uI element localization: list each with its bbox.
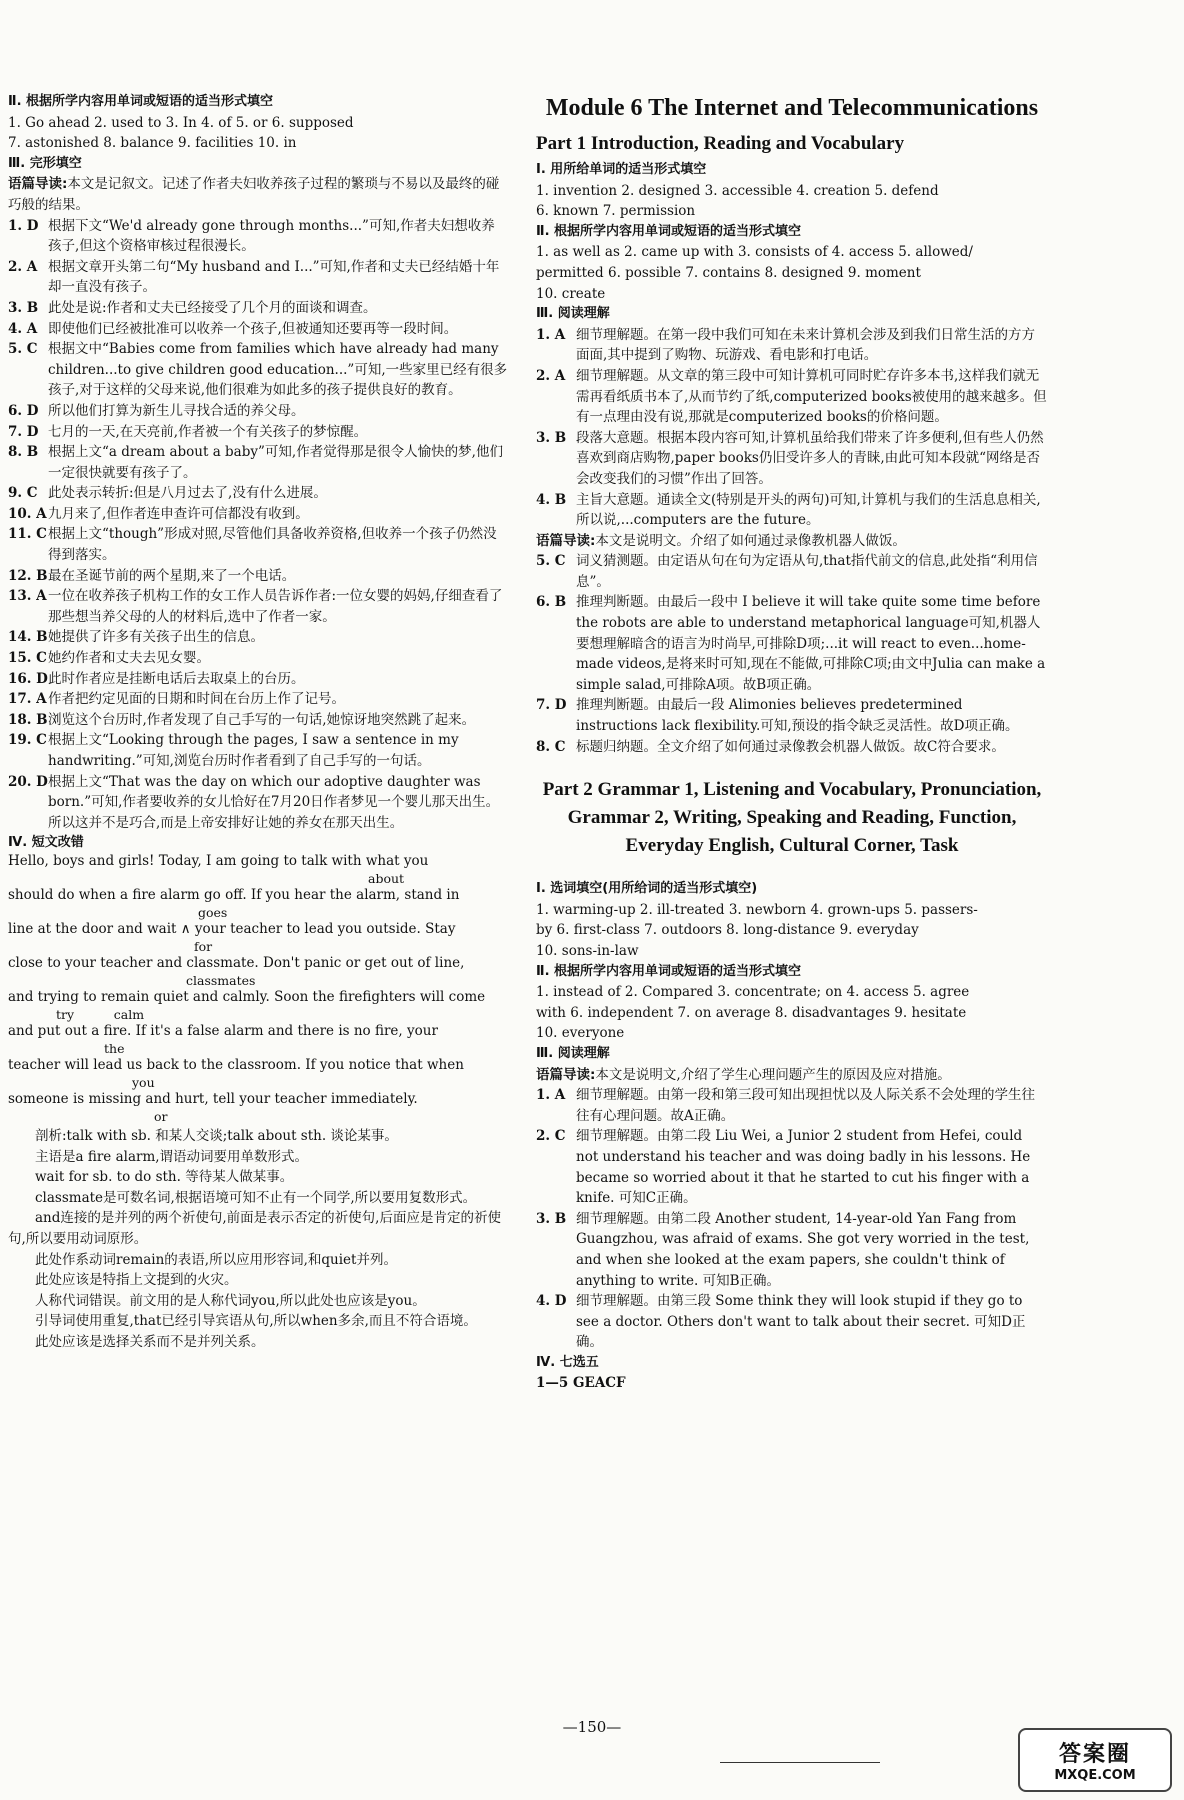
answer-number: 4. D xyxy=(536,1293,567,1310)
analysis-line: 此处应该是选择关系而不是并列关系。 xyxy=(35,1333,265,1350)
answer-explanation: 她约作者和丈夫去见女婴。 xyxy=(48,650,210,667)
answer-number: 19. C xyxy=(8,732,47,749)
answer-item xyxy=(8,689,508,710)
answer-item xyxy=(8,566,508,587)
p1-section-2-title: Ⅱ. 根据所学内容用单词或短语的适当形式填空 xyxy=(536,223,802,239)
answer-item xyxy=(8,669,508,690)
answer-number: 2. A xyxy=(8,258,38,275)
answer-item xyxy=(536,428,1048,490)
correction-text: and trying to remain quiet and calmly. Soon the firefighters will come xyxy=(8,988,486,1005)
footer-rule xyxy=(720,1762,880,1763)
answer-number: 1. D xyxy=(8,217,39,234)
correction-note: about xyxy=(368,870,405,886)
answer-explanation: 七月的一天,在天亮前,作者被一个有关孩子的梦惊醒。 xyxy=(48,423,368,440)
answer-item xyxy=(536,1209,1048,1291)
answer-item xyxy=(536,551,1048,592)
answer-item xyxy=(8,586,508,627)
answer-number: 1. A xyxy=(536,326,566,343)
correction-line xyxy=(8,1058,508,1092)
answer-explanation: 根据上文“Looking through the pages, I saw a sentence in my handwriting.”可知,浏览台历时作者看到了自己手写的一句话。 xyxy=(48,732,459,769)
section-3-title: Ⅲ. 完形填空 xyxy=(8,155,82,171)
answer-number: 10. A xyxy=(8,505,47,522)
correction-note: for xyxy=(194,938,213,954)
p1-section-1-answers: 6. known 7. permission xyxy=(536,203,696,220)
answer-item xyxy=(8,648,508,669)
correction-text: should do when a fire alarm go off. If you hear the alarm, stand in xyxy=(8,886,460,903)
answer-number: 6. D xyxy=(8,402,39,419)
error-correction-passage xyxy=(8,854,508,1126)
watermark-logo xyxy=(1018,1728,1172,1792)
answer-explanation: 所以他们打算为新生儿寻找合适的养父母。 xyxy=(48,402,305,419)
answer-number: 14. B xyxy=(8,629,48,646)
answer-explanation: 此处表示转折:但是八月过去了,没有什么进展。 xyxy=(48,485,327,502)
p1-section-2-answers: 1. as well as 2. came up with 3. consists of 4. access 5. allowed/ xyxy=(536,244,973,261)
answer-item xyxy=(8,524,508,565)
answer-number: 1. A xyxy=(536,1087,566,1104)
right-column xyxy=(536,92,1048,1394)
p2-section-1-answers: 1. warming-up 2. ill-treated 3. newborn 4. grown-ups 5. passers- xyxy=(536,901,978,918)
analysis-line: 引导词使用重复,that已经引导宾语从句,所以when多余,而且不符合语境。 xyxy=(35,1313,477,1330)
guide-label: 语篇导读: xyxy=(8,176,68,193)
p1-section-3-title: Ⅲ. 阅读理解 xyxy=(536,306,610,322)
answer-explanation: 她提供了许多有关孩子出生的信息。 xyxy=(48,629,264,646)
correction-line xyxy=(8,956,508,990)
answer-explanation: 根据上文“That was the day on which our adoptive daughter was born.”可知,作者要收养的女儿恰好在7月20日作者梦见一个婴儿那天出生。所以这并不是巧合,而是上帝安排好让她的养女在那天出生。 xyxy=(48,773,500,831)
answer-explanation: 细节理解题。由第一段和第三段可知出现担忧以及人际关系不会处理的学生往往有心理问题。故A正确。 xyxy=(576,1087,1035,1124)
correction-text: teacher will lead us back to the classroom. If you notice that when xyxy=(8,1056,464,1073)
answer-item xyxy=(8,422,508,443)
answer-explanation: 此时作者应是挂断电话后去取桌上的台历。 xyxy=(48,670,305,687)
p2-section-4-title: Ⅳ. 七选五 xyxy=(536,1354,599,1370)
answer-number: 2. A xyxy=(536,367,566,384)
answer-explanation: 推理判断题。由最后一段中 I believe it will take quite some time before the robots are able to understand metaphorical language可知,机器人要想理解暗含的语言为时尚早,可排除D项;...it will react to even...home-made videos,是将来时可知,现在不能做,可排除C项;由文中Julia can make a simple salad,可排除A项。故B项正确。 xyxy=(576,594,1046,693)
p2-section-2-answers: with 6. independent 7. on average 8. disadvantages 9. hesitate xyxy=(536,1004,967,1021)
correction-note: classmates xyxy=(186,972,256,988)
answer-item xyxy=(8,339,508,401)
answer-explanation: 九月来了,但作者连申查许可信都没有收到。 xyxy=(48,505,309,522)
answer-explanation: 词义猜测题。由定语从句在句为定语从句,that指代前文的信息,此处指“利用信息”。 xyxy=(576,553,1038,590)
correction-note: or xyxy=(154,1108,168,1124)
correction-line xyxy=(8,854,508,888)
answer-explanation: 一位在收养孩子机构工作的女工作人员告诉作者:一位女婴的妈妈,仔细查看了那些想当养父母的人的材料后,选中了作者一家。 xyxy=(48,588,503,625)
watermark-text-top: 答案圈 xyxy=(1058,1742,1131,1767)
passage-guide-3 xyxy=(536,1065,1048,1086)
answer-explanation: 即使他们已经被批准可以收养一个孩子,但被通知还要再等一段时间。 xyxy=(48,320,458,337)
section-2-answers-line-1: 1. Go ahead 2. used to 3. In 4. of 5. or 6. supposed xyxy=(8,114,354,131)
answer-number: 5. C xyxy=(536,553,566,570)
p2-section-2-title: Ⅱ. 根据所学内容用单词或短语的适当形式填空 xyxy=(536,963,802,979)
answer-explanation: 浏览这个台历时,作者发现了自己手写的一句话,她惊讶地突然跳了起来。 xyxy=(48,711,476,728)
answer-number: 18. B xyxy=(8,711,48,728)
answer-number: 2. C xyxy=(536,1128,566,1145)
answer-item xyxy=(536,695,1048,736)
answer-number: 20. D xyxy=(8,773,48,790)
answer-explanation: 细节理解题。由第二段 Another student, 14-year-old Yan Fang from Guangzhou, was afraid of exams. She got very worried in the test, and when she looked at the exam papers, she couldn't think of anything to write. 可知B正确。 xyxy=(576,1210,1030,1289)
correction-text: someone is missing and hurt, tell your teacher immediately. xyxy=(8,1090,418,1107)
answer-number: 6. B xyxy=(536,594,567,611)
answer-item xyxy=(536,1085,1048,1126)
section-2-title: Ⅱ. 根据所学内容用单词或短语的适当形式填空 xyxy=(8,94,274,109)
answer-number: 4. A xyxy=(8,320,38,337)
correction-text: Hello, boys and girls! Today, I am going to talk with what you xyxy=(8,852,429,869)
p1-section-1-title: Ⅰ. 用所给单词的适当形式填空 xyxy=(536,162,707,177)
answer-item xyxy=(536,325,1048,366)
answer-explanation: 根据文章开头第二句“My husband and I...”可知,作者和丈夫已经结婚十年却一直没有孩子。 xyxy=(48,258,500,296)
correction-analysis xyxy=(8,1126,508,1353)
answer-explanation: 此处是说:作者和丈夫已经接受了几个月的面谈和调查。 xyxy=(48,299,377,316)
correction-line xyxy=(8,1092,508,1126)
answer-item xyxy=(8,257,508,298)
answer-explanation: 细节理解题。从文章的第三段中可知计算机可同时贮存许多本书,这样我们就无需再看纸质书本了,从而节约了纸,computerized books被使用的越来越多。但有一点理由没有说,那就是computerized books的价格问题。 xyxy=(576,367,1047,426)
guide-text: 本文是说明文。介绍了如何通过录像教机器人做饭。 xyxy=(595,532,906,549)
part-2-title: Part 2 Grammar 1, Listening and Vocabulary, Pronunciation, Grammar 2, Writing, Speaking and Reading, Function, Everyday English, Cultural Corner, Task xyxy=(542,779,1042,857)
p2-section-4-answers: 1—5 GEACF xyxy=(536,1375,626,1392)
answer-item xyxy=(8,504,508,525)
answer-item xyxy=(536,1126,1048,1208)
part-1-title: Part 1 Introduction, Reading and Vocabulary xyxy=(536,133,905,154)
answer-item xyxy=(536,490,1048,531)
cloze-answer-list xyxy=(8,216,508,834)
answer-explanation: 细节理解题。由第三段 Some think they will look stupid if they go to see a doctor. Others don't want to talk about their secret. 可知D正确。 xyxy=(576,1293,1026,1351)
watermark-text-bottom: MXQE.COM xyxy=(1054,1768,1136,1783)
passage-guide-2 xyxy=(536,531,1048,552)
correction-line xyxy=(8,1024,508,1058)
answer-number: 4. B xyxy=(536,491,567,508)
p2-section-1-answers: 10. sons-in-law xyxy=(536,943,639,959)
correction-note: goes xyxy=(198,904,228,920)
answer-explanation: 细节理解题。由第二段 Liu Wei, a Junior 2 student from Hefei, could not understand his teacher and was doing badly in his lessons. He became so worried about it that he started to cut his finger with a knife. 可知C正确。 xyxy=(576,1128,1031,1207)
answer-number: 11. C xyxy=(8,526,47,543)
answer-explanation: 段落大意题。根据本段内容可知,计算机虽给我们带来了许多便利,但有些人仍然喜欢到商店购物,paper books仍旧受许多人的青睐,由此可知本段就“网络是否会改变我们的习惯”作出了回答。 xyxy=(576,429,1044,487)
answer-item xyxy=(8,401,508,422)
answer-number: 9. C xyxy=(8,485,38,502)
guide-text: 本文是记叙文。记述了作者夫妇收养孩子过程的繁琐与不易以及最终的碰巧般的结果。 xyxy=(8,176,500,213)
answer-item xyxy=(8,442,508,483)
guide-label: 语篇导读: xyxy=(536,1066,596,1083)
answer-number: 3. B xyxy=(8,299,39,316)
answer-number: 17. A xyxy=(8,691,47,708)
module-title: Module 6 The Internet and Telecommunications xyxy=(545,95,1039,121)
answer-explanation: 根据上文“though”形成对照,尽管他们具备收养资格,但收养一个孩子仍然没得到落实。 xyxy=(48,526,497,564)
section-4-title: Ⅳ. 短文改错 xyxy=(8,835,84,851)
analysis-line: 人称代词错误。前文用的是人称代词you,所以此处也应该是you。 xyxy=(35,1292,426,1309)
correction-text: line at the door and wait ∧ your teacher to lead you outside. Stay xyxy=(8,920,456,937)
answer-item xyxy=(536,1291,1048,1353)
answer-item xyxy=(8,216,508,257)
answer-number: 12. B xyxy=(8,567,48,584)
answer-number: 13. A xyxy=(8,588,47,605)
answer-number: 5. C xyxy=(8,341,38,358)
analysis-line: 此处应该是特指上文提到的火灾。 xyxy=(35,1272,238,1289)
answer-number: 15. C xyxy=(8,650,47,667)
answer-number: 7. D xyxy=(8,423,39,440)
answer-item xyxy=(8,483,508,504)
guide-label: 语篇导读: xyxy=(536,532,596,549)
answer-item xyxy=(536,592,1048,695)
section-2-answers-line-2: 7. astonished 8. balance 9. facilities 10. in xyxy=(8,135,297,152)
answer-explanation: 标题归纳题。全文介绍了如何通过录像教会机器人做饭。故C符合要求。 xyxy=(576,738,1005,755)
passage-guide xyxy=(8,174,508,215)
p2-section-1-answers: by 6. first-class 7. outdoors 8. long-distance 9. everyday xyxy=(536,922,919,939)
answer-explanation: 最在圣诞节前的两个星期,来了一个电话。 xyxy=(48,567,296,584)
correction-text: close to your teacher and classmate. Don't panic or get out of line, xyxy=(8,954,465,971)
reading-answer-list-a xyxy=(536,325,1048,531)
answer-explanation: 根据文中“Babies come from families which have already had many children...to give children good education...”可知,一些家里已经有很多孩子,对于这样的父母来说,他们很难为如此多的孩子提供良好的教育。 xyxy=(48,341,508,399)
analysis-line: and连接的是并列的两个祈使句,前面是表示否定的祈使句,后面应是肯定的祈使句,所以要用动词原形。 xyxy=(8,1210,501,1247)
answer-item xyxy=(8,319,508,340)
answer-explanation: 细节理解题。在第一段中我们可知在未来计算机会涉及到我们日常生活的方方面面,其中提到了购物、玩游戏、看电影和打电话。 xyxy=(576,326,1035,364)
answer-item xyxy=(8,298,508,319)
answer-item xyxy=(8,627,508,648)
reading-answer-list-c xyxy=(536,1085,1048,1353)
p1-section-2-answers: 10. create xyxy=(536,285,606,302)
answer-number: 3. B xyxy=(536,1210,567,1227)
correction-note: try calm xyxy=(56,1006,145,1022)
correction-text: and put out a fire. If it's a false alarm and there is no fire, your xyxy=(8,1022,438,1039)
reading-answer-list-b xyxy=(536,551,1048,757)
guide-text: 本文是说明文,介绍了学生心理问题产生的原因及应对措施。 xyxy=(595,1066,951,1083)
p1-section-1-answers: 1. invention 2. designed 3. accessible 4. creation 5. defend xyxy=(536,182,939,199)
answer-number: 7. D xyxy=(536,697,567,714)
p2-section-2-answers: 1. instead of 2. Compared 3. concentrate; on 4. access 5. agree xyxy=(536,984,970,1001)
p2-section-3-title: Ⅲ. 阅读理解 xyxy=(536,1045,610,1061)
answer-item xyxy=(8,710,508,731)
answer-number: 8. C xyxy=(536,738,566,755)
page-number: —150— xyxy=(562,1718,622,1736)
answer-item xyxy=(8,772,508,834)
answer-explanation: 根据下文“We'd already gone through months...”可知,作者夫妇想收养孩子,但这个资格审核过程很漫长。 xyxy=(48,217,495,255)
correction-line xyxy=(8,888,508,922)
p2-section-1-title: Ⅰ. 选词填空(用所给词的适当形式填空) xyxy=(536,881,758,897)
correction-note: the xyxy=(104,1040,125,1056)
answer-item xyxy=(536,366,1048,428)
analysis-line: classmate是可数名词,根据语境可知不止有一个同学,所以要用复数形式。 xyxy=(35,1189,477,1206)
answer-explanation: 主旨大意题。通读全文(特别是开头的两句)可知,计算机与我们的生活息息相关,所以说,...computers are the future。 xyxy=(576,491,1041,529)
answer-number: 3. B xyxy=(536,429,567,446)
p2-section-2-answers: 10. everyone xyxy=(536,1025,625,1042)
answer-explanation: 推理判断题。由最后一段 Alimonies believes predetermined instructions lack flexibility.可知,预设的指令缺乏灵活性。故D项正确。 xyxy=(576,697,1019,735)
p1-section-2-answers: permitted 6. possible 7. contains 8. designed 9. moment xyxy=(536,264,921,281)
answer-item xyxy=(8,730,508,771)
correction-note: you xyxy=(132,1074,155,1090)
analysis-line: 剖析:talk with sb. 和某人交谈;talk about sth. 谈论某事。 xyxy=(35,1127,398,1144)
answer-item xyxy=(536,737,1048,758)
left-column xyxy=(8,92,508,1353)
analysis-line: 此处作系动词remain的表语,所以应用形容词,和quiet并列。 xyxy=(35,1251,397,1268)
correction-line xyxy=(8,990,508,1024)
answer-number: 16. D xyxy=(8,670,48,687)
analysis-line: wait for sb. to do sth. 等待某人做某事。 xyxy=(35,1169,294,1186)
analysis-line: 主语是a fire alarm,谓语动词要用单数形式。 xyxy=(35,1148,309,1165)
answer-explanation: 作者把约定见面的日期和时间在台历上作了记号。 xyxy=(48,691,345,708)
answer-explanation: 根据上文“a dream about a baby”可知,作者觉得那是很令人愉快的梦,他们一定很快就要有孩子了。 xyxy=(48,444,503,481)
answer-number: 8. B xyxy=(8,444,39,461)
correction-line xyxy=(8,922,508,956)
